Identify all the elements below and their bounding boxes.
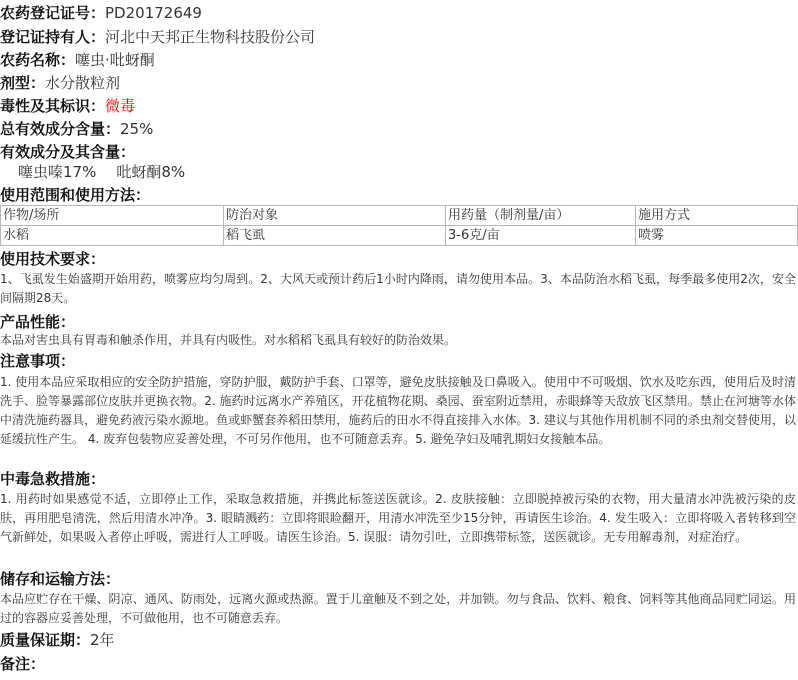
- total-content-value: 25%: [120, 120, 154, 138]
- pesticide-name-label: 农药名称：: [0, 51, 76, 69]
- formulation-value: 水分散粒剂: [45, 74, 121, 92]
- pesticide-name-value: 噻虫·吡蚜酮: [75, 51, 155, 69]
- ingredients-label: 有效成分及其含量：: [0, 143, 136, 161]
- certificate-holder-label: 登记证持有人：: [0, 28, 106, 46]
- formulation-label: 剂型：: [0, 74, 46, 92]
- tech-requirements-title: 使用技术要求：: [0, 250, 106, 268]
- toxicity-value: 微毒: [105, 97, 136, 115]
- certificate-holder-value: 河北中天邦正生物科技股份公司: [105, 28, 316, 46]
- warranty-label: 质量保证期：: [0, 631, 91, 649]
- usage-table: [0, 205, 798, 246]
- registration-number-row: [0, 2, 202, 24]
- precautions-body: 1. 使用本品应采取相应的安全防护措施，穿防护服，戴防护手套、口罩等，避免皮肤接触及口鼻吸入。使用中不可吸烟、饮水及吃东西，使用后及时清洗手、脸等暴露部位皮肤并更换衣物。2. 施药时远离水产养殖区，开花植物花期、桑园、蚕室附近禁用，赤眼蜂等天敌放飞区禁用。禁止在河塘等水体中清洗施药器具，避免药液污染水源地。鱼或虾蟹套养稻田禁用，施药后的田水不得直接排入水体。3. 建议与其他作用机制不同的杀虫剂交替使用，以延缓抗性产生。 4. 废弃包装物应妥善处理，不可另作他用，也不可随意丢弃。5. 避免孕妇及哺乳期妇女接触本品。: [0, 375, 796, 446]
- first-aid-title: 中毒急救措施：: [0, 470, 106, 488]
- usage-cell-dosage: 3-6克/亩: [446, 226, 636, 246]
- usage-header-method: 施用方式: [636, 206, 798, 226]
- usage-header-target: 防治对象: [224, 206, 446, 226]
- ingredients-heading-row: [0, 141, 135, 163]
- warranty-value: 2年: [90, 631, 115, 649]
- ingredients-list: [18, 161, 185, 183]
- warranty-row: [0, 629, 115, 651]
- storage-title: 储存和运输方法：: [0, 570, 121, 588]
- storage-body: 本品应贮存在干燥、阴凉、通风、防雨处，远离火源或热源。置于儿童触及不到之处，并加锁。勿与食品、饮料、粮食、饲料等其他商品同贮同运。用过的容器应妥善处理，不可做他用，也不可随意丢弃。: [0, 592, 796, 625]
- pesticide-name-row: [0, 49, 155, 71]
- total-content-label: 总有效成分含量：: [0, 120, 121, 138]
- total-content-row: [0, 118, 153, 140]
- certificate-holder-row: [0, 26, 315, 48]
- notes-title: 备注：: [0, 655, 46, 673]
- formulation-row: [0, 72, 120, 94]
- usage-header-dosage: 用药量（制剂量/亩）: [446, 206, 636, 226]
- performance-body: 本品对害虫具有胃毒和触杀作用，并具有内吸性。对水稻稻飞虱具有较好的防治效果。: [0, 333, 457, 347]
- ingredient-item: 吡蚜酮8%: [116, 163, 186, 181]
- precautions-title: 注意事项：: [0, 352, 76, 370]
- usage-cell-crop: 水稻: [1, 226, 224, 246]
- ingredient-item: 噻虫嗪17%: [18, 163, 97, 181]
- usage-header-crop: 作物/场所: [1, 206, 224, 226]
- registration-number-value: PD20172649: [105, 4, 202, 22]
- first-aid-body: 1. 用药时如果感觉不适，立即停止工作，采取急救措施，并携此标签送医就诊。2. 皮肤接触：立即脱掉被污染的衣物，用大量清水冲洗被污染的皮肤，再用肥皂清洗，然后用清水冲净。3. 眼睛溅药：立即将眼睑翻开，用清水冲洗至少15分钟，再请医生诊治。4. 发生吸入：立即将吸入者转移到空气新鲜处，如果吸入者停止呼吸，需进行人工呼吸。请医生诊治。5. 误服：请勿引吐，立即携带标签，送医就诊。无专用解毒剂，对症治疗。: [0, 492, 796, 544]
- toxicity-label: 毒性及其标识：: [0, 97, 106, 115]
- usage-section-title: 使用范围和使用方法：: [0, 186, 151, 204]
- usage-cell-method: 喷雾: [636, 226, 798, 246]
- usage-cell-target: 稻飞虱: [224, 226, 446, 246]
- registration-number-label: 农药登记证号：: [0, 4, 106, 22]
- performance-title: 产品性能：: [0, 313, 76, 331]
- usage-table-header-row: [1, 206, 798, 226]
- toxicity-row: [0, 95, 135, 117]
- table-row: [1, 226, 798, 246]
- tech-requirements-body: 1、飞虱发生始盛期开始用药，喷雾应均匀周到。2、大风天或预计药后1小时内降雨，请勿使用本品。3、本品防治水稻飞虱，每季最多使用2次，安全间隔期28天。: [0, 272, 796, 305]
